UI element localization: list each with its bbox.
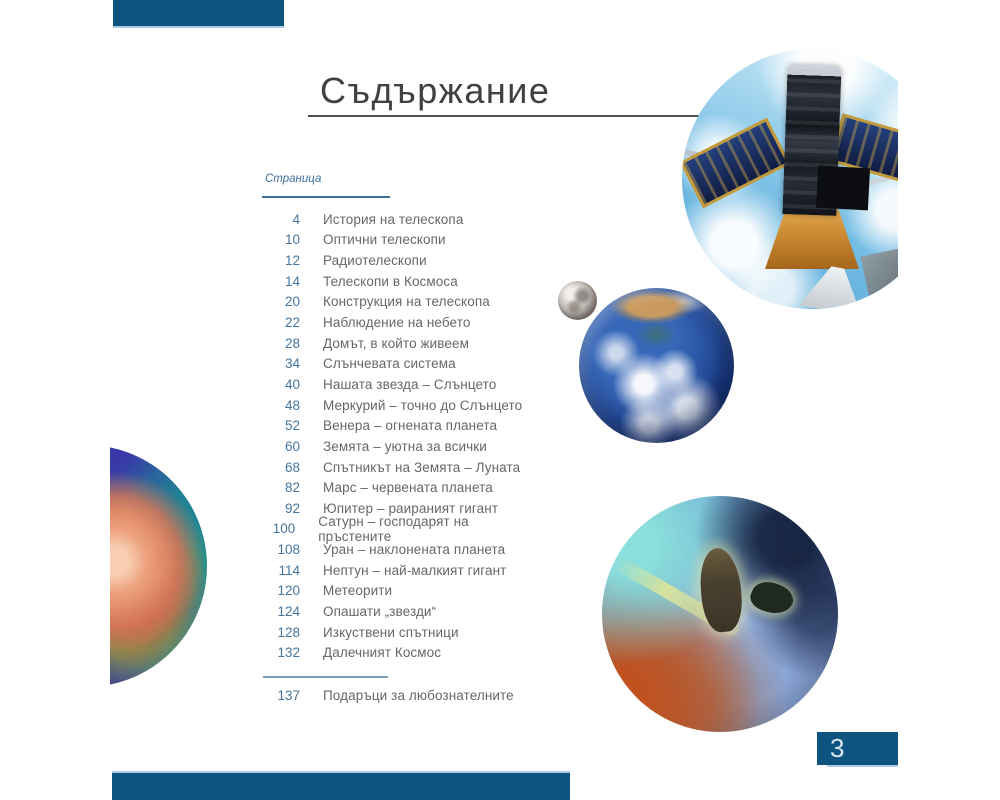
toc-page-number: 60: [284, 438, 300, 454]
toc-page-number: 68: [284, 459, 300, 475]
toc-entry-title: Наблюдение на небето: [323, 315, 471, 331]
toc-row: [110, 374, 540, 395]
toc-row: [110, 292, 540, 313]
toc-row: [110, 436, 540, 457]
toc-page-number: 12: [284, 253, 300, 269]
toc-page-number: 137: [277, 687, 300, 703]
toc-entry-title: Уран – наклонената планета: [323, 542, 506, 558]
toc-row: [110, 395, 540, 416]
toc-entry-title: Спътникът на Земята – Луната: [323, 459, 521, 475]
toc-entry-title: Метеорити: [323, 583, 393, 599]
toc-entry-title: Слънчевата система: [323, 356, 456, 372]
toc-entry-title: Юпитер – раираният гигант: [323, 500, 499, 516]
toc-page-number: 20: [284, 294, 300, 310]
toc-page-number: 40: [284, 376, 300, 392]
bottom-spine-bar: [112, 771, 570, 800]
toc-entry-title: Изкуствени спътници: [323, 624, 459, 640]
toc-entry-title: История на телескопа: [323, 211, 464, 227]
toc-page-number: 124: [277, 603, 300, 619]
title-rule: [308, 115, 705, 117]
toc-footer: [110, 685, 540, 706]
book-page: [110, 0, 898, 800]
page-column-label: Страница: [265, 173, 322, 185]
toc-entry-title: Нашата звезда – Слънцето: [323, 376, 497, 392]
toc-row: [110, 333, 540, 354]
toc-entry-title: Земята – уютна за всички: [323, 438, 487, 454]
toc-entry-title: Венера – огнената планета: [323, 418, 498, 434]
toc-entry-title: Конструкция на телескопа: [323, 294, 490, 310]
toc-page-number: 4: [292, 211, 300, 227]
toc-page-number: 10: [284, 232, 300, 248]
toc-entry-title: Нептун – най-малкият гигант: [323, 562, 507, 578]
toc-page-number: 14: [284, 273, 300, 289]
hubble-telescope-photo: [682, 49, 898, 309]
toc-row: [110, 250, 540, 271]
toc-row: [110, 230, 540, 251]
toc-page-number: 28: [284, 335, 300, 351]
toc-row: [110, 685, 540, 706]
toc-divider: [263, 676, 388, 678]
hubble-aft-shroud: [765, 209, 859, 269]
page-title: Съдържание: [320, 70, 551, 111]
toc-row: [110, 353, 540, 374]
toc-entry-title: Домът, в който живеем: [323, 335, 470, 351]
toc-row: [110, 209, 540, 230]
folio-accent-line: [827, 765, 898, 767]
toc-page-number: 108: [277, 542, 300, 558]
hubble-instrument-box: [816, 166, 870, 211]
toc-row: [110, 457, 540, 478]
toc-page-number: 128: [277, 624, 300, 640]
hubble-solar-panel-left: [682, 118, 790, 209]
toc-entry-title: Опашати „звезди“: [323, 603, 437, 619]
earth-photo: [579, 288, 734, 443]
nebula-photo: [602, 496, 838, 732]
toc-page-number: 22: [284, 315, 300, 331]
toc-page-number: 82: [284, 480, 300, 496]
toc-entry-title: Радиотелескопи: [323, 253, 427, 269]
toc-page-number: 52: [284, 418, 300, 434]
toc-entry-title: Телескопи в Космоса: [323, 273, 458, 289]
toc-row: [110, 415, 540, 436]
toc-entry-title: Сатурн – господарят на пръстените: [318, 513, 469, 544]
toc-page-number: 120: [277, 583, 300, 599]
toc-entry-title: Подаръци за любознателните: [323, 687, 514, 703]
hubble-equipment: [861, 242, 898, 296]
folio-number: 3: [830, 733, 845, 763]
toc-page-number: 92: [284, 500, 300, 516]
toc-entry-title: Оптични телескопи: [323, 232, 446, 248]
toc-page-number: 132: [277, 645, 300, 661]
top-spine-bar: [113, 0, 284, 28]
toc-entry-title: Далечният Космос: [323, 645, 442, 661]
toc-entry-title: Марс – червената планета: [323, 480, 493, 496]
folio-box: [817, 732, 898, 765]
moon-photo: [558, 281, 597, 320]
toc-page-number: 114: [278, 562, 300, 578]
toc-row: [110, 271, 540, 292]
page-column-rule: [262, 196, 390, 198]
toc-page-number: 48: [284, 397, 300, 413]
toc-page-number: 34: [284, 356, 300, 372]
toc-row: [110, 312, 540, 333]
toc-page-number: 100: [272, 521, 296, 537]
nebula-dark-globule: [747, 577, 797, 621]
toc-entry-title: Меркурий – точно до Слънцето: [323, 397, 523, 413]
